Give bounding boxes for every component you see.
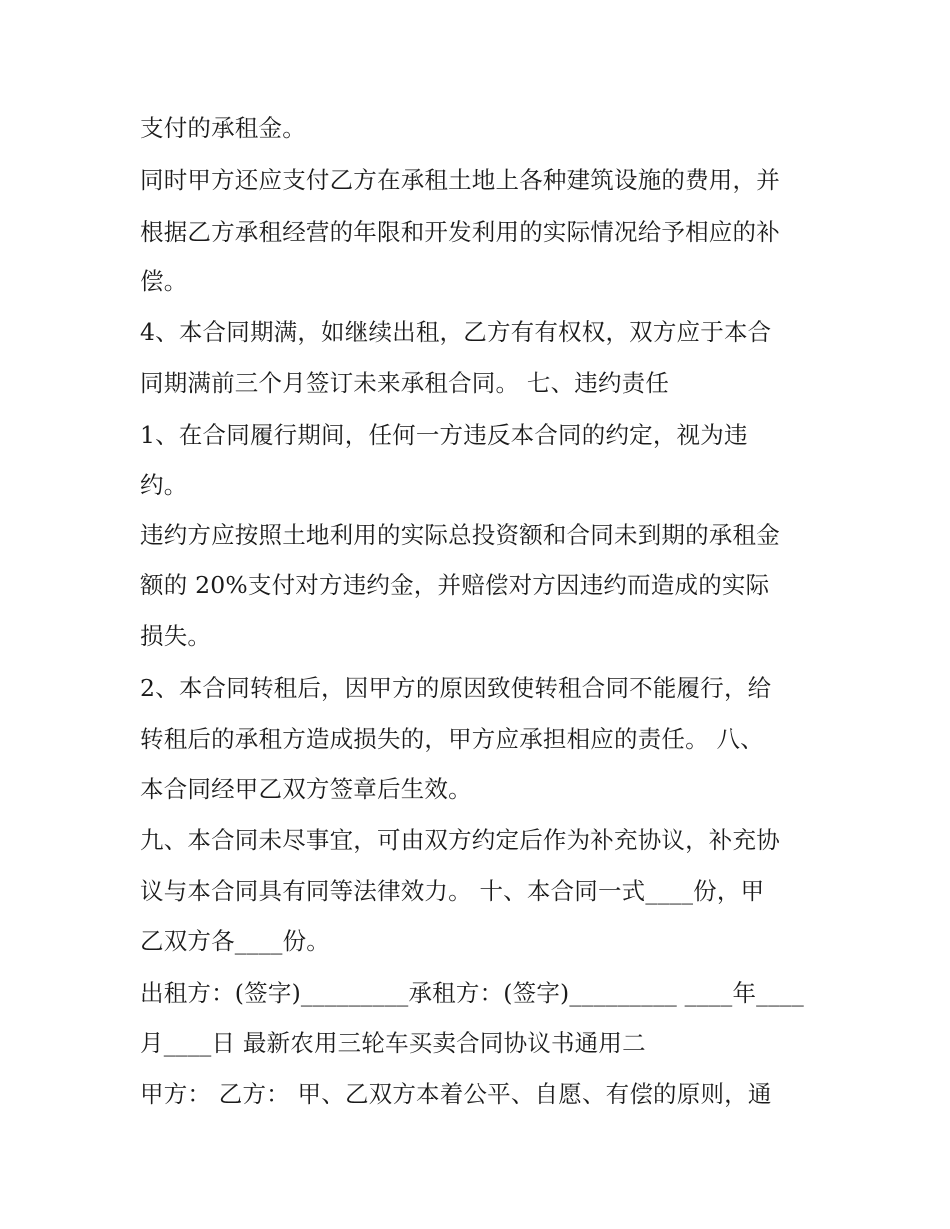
text-line-17: 乙双方各____份。 xyxy=(140,927,330,955)
text-line-13: 转租后的承租方造成损失的，甲方应承担相应的责任。 八、 xyxy=(140,725,764,753)
text-line-15: 九、本合同未尽事宜，可由双方约定后作为补充协议，补充协 xyxy=(140,826,780,854)
text-line-1: 支付的承租金。 xyxy=(140,114,306,142)
text-line-20: 甲方： 乙方： 甲、乙双方本着公平、自愿、有偿的原则，通 xyxy=(140,1080,772,1108)
text-line-12: 2、本合同转租后，因甲方的原因致使转租合同不能履行，给 xyxy=(140,674,772,702)
text-line-10: 额的 20%支付对方违约金，并赔偿对方因违约而造成的实际 xyxy=(140,571,770,599)
text-line-11: 损失。 xyxy=(140,622,212,650)
text-line-16: 议与本合同具有同等法律效力。 十、本合同一式____份，甲 xyxy=(140,877,765,905)
text-line-18: 出租方：(签字)_________承租方：(签字)_________ ____年____ xyxy=(140,979,804,1007)
text-line-9: 违约方应按照土地利用的实际总投资额和合同未到期的承租金 xyxy=(140,521,780,549)
text-line-5: 4、本合同期满，如继续出租，乙方有有权权，双方应于本合 xyxy=(140,318,772,346)
text-line-7: 1、在合同履行期间，任何一方违反本合同的约定，视为违 xyxy=(140,421,748,449)
text-line-2: 同时甲方还应支付乙方在承租土地上各种建筑设施的费用，并 xyxy=(140,166,780,194)
text-line-6: 同期满前三个月签订未来承租合同。 七、违约责任 xyxy=(140,369,670,397)
text-line-14: 本合同经甲乙双方签章后生效。 xyxy=(140,775,472,803)
text-line-3: 根据乙方承租经营的年限和开发利用的实际情况给予相应的补 xyxy=(140,218,780,246)
text-line-4: 偿。 xyxy=(140,267,188,295)
text-line-8: 约。 xyxy=(140,471,188,499)
text-line-19: 月____日 最新农用三轮车买卖合同协议书通用二 xyxy=(140,1029,646,1057)
